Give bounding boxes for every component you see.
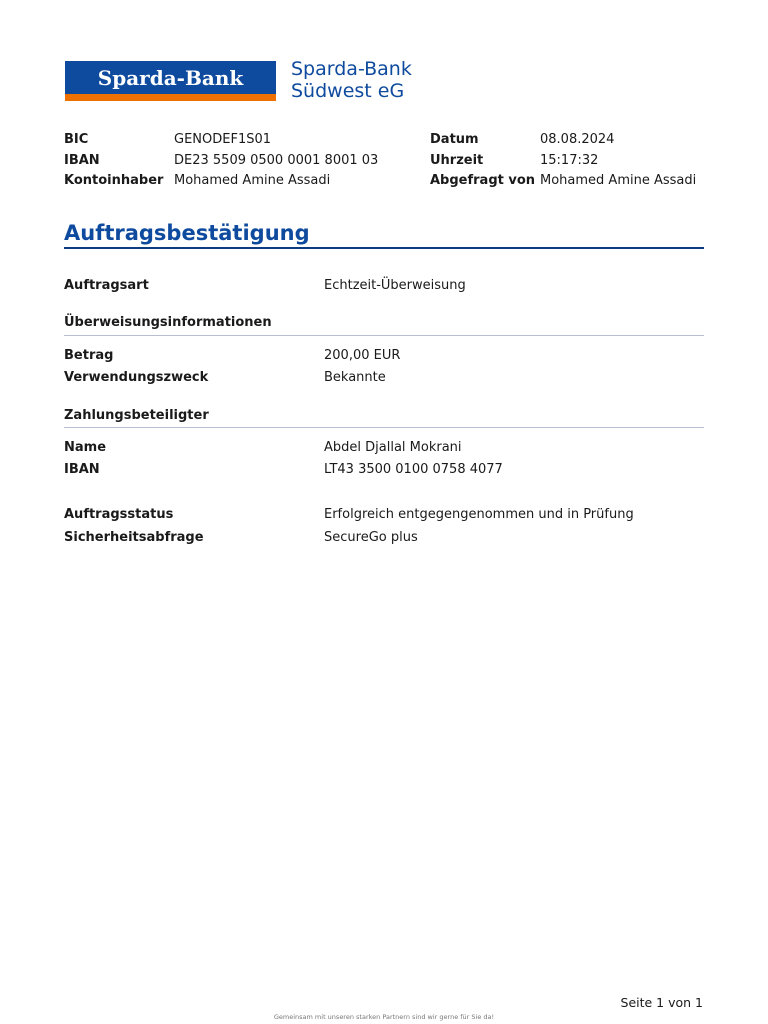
section-divider [64,427,704,428]
order-type-label: Auftragsart [64,278,149,293]
account-info-row [64,171,378,192]
purpose-label: Verwendungszweck [64,370,209,385]
beneficiary-iban-row [64,461,704,479]
logo-wordmark: Sparda-Bank [97,66,244,90]
request-info-row [430,171,696,192]
bank-logo [65,61,276,101]
order-type-row [64,277,704,295]
order-status-row [64,506,704,524]
security-check-value: SecureGo plus [324,530,418,545]
purpose-value: Bekannte [324,370,386,385]
iban-label: IBAN [64,152,100,168]
section-divider [64,335,704,336]
beneficiary-name-value: Abdel Djallal Mokrani [324,440,462,455]
order-status-value: Erfolgreich entgegengenommen und in Prüfung [324,507,634,522]
request-info-row [430,151,696,172]
transfer-info-heading: Überweisungsinformationen [64,315,272,330]
account-holder-label: Kontoinhaber [64,173,164,188]
order-status-label: Auftragsstatus [64,507,174,522]
page-title: Auftragsbestätigung [64,221,310,245]
amount-row [64,347,704,365]
account-holder-value: Mohamed Amine Assadi [174,173,331,188]
date-value: 08.08.2024 [540,132,615,147]
title-divider [64,247,704,249]
bank-name [291,58,412,102]
bic-value: GENODEF1S01 [174,132,272,147]
time-value: 15:17:32 [540,152,599,168]
requested-by-label: Abgefragt von [430,173,536,188]
bank-name-line2: Südwest eG [291,80,405,102]
page-number: Seite 1 von 1 [620,995,703,1010]
beneficiary-heading: Zahlungsbeteiligter [64,408,209,423]
beneficiary-name-label: Name [64,440,107,455]
request-info [430,130,696,192]
account-info-row [64,151,378,172]
security-check-row [64,529,704,547]
bic-label: BIC [64,132,89,147]
beneficiary-iban-label: IBAN [64,462,100,477]
amount-label: Betrag [64,348,114,363]
logo-orange-stripe [65,94,276,101]
security-check-label: Sicherheitsabfrage [64,530,204,545]
date-label: Datum [430,132,479,147]
bank-name-line1: Sparda-Bank [291,58,412,80]
time-label: Uhrzeit [430,152,484,168]
request-info-row [430,130,696,151]
account-info [64,130,378,192]
account-info-row [64,130,378,151]
beneficiary-name-row [64,439,704,457]
order-type-value: Echtzeit-Überweisung [324,278,466,293]
requested-by-value: Mohamed Amine Assadi [540,173,697,188]
purpose-row [64,369,704,387]
iban-value: DE23 5509 0500 0001 8001 03 [174,152,379,168]
footer-tagline: Gemeinsam mit unseren starken Partnern sind wir gerne für Sie da! [273,1013,495,1021]
amount-value: 200,00 EUR [324,348,401,363]
beneficiary-iban-value: LT43 3500 0100 0758 4077 [324,462,503,477]
